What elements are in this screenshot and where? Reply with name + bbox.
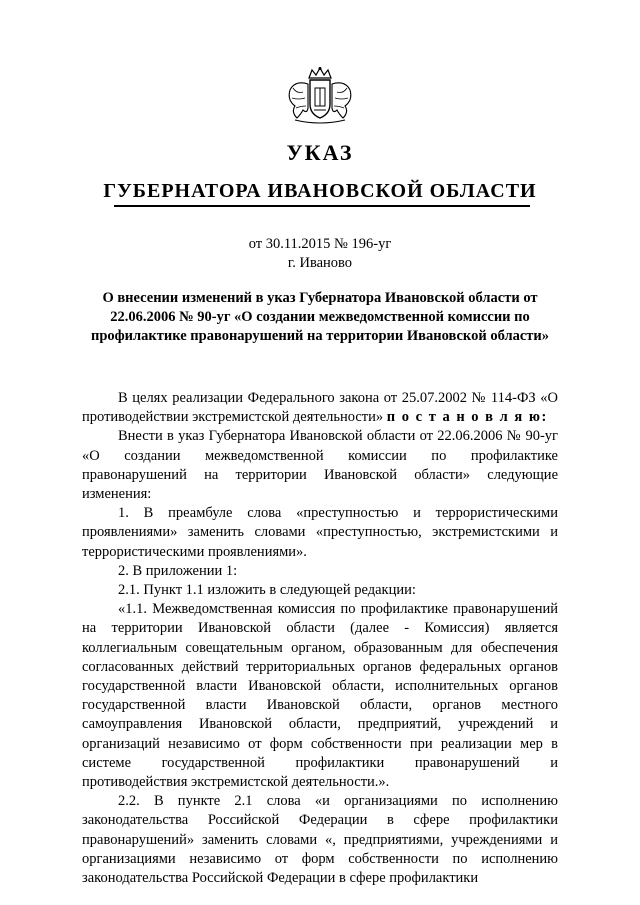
city: г. Иваново — [287, 255, 353, 271]
document-body — [82, 389, 558, 888]
document-subtitle: ГУБЕРНАТОРА ИВАНОВСКОЙ ОБЛАСТИ — [103, 180, 537, 202]
document-title: УКАЗ — [286, 140, 354, 165]
body-paragraph: 2.2. В пункте 2.1 слова «и организациями по исполнению законодательства Российской Федерации в сфере профилактики правонарушений» заменить словами «, предприятиями, учреждениями и организациями независимо от форм собственности по исполнению законодательства Российской Федерации в сфере профилактики — [82, 793, 558, 887]
preamble-paragraph — [82, 389, 558, 427]
body-paragraph: Внести в указ Губернатора Ивановской области от 22.06.2006 № 90-уг «О создании межведомственной комиссии по профилактике правонарушений на территории Ивановской области» следующие изменения: — [82, 428, 558, 503]
preamble-text: В целях реализации Федерального закона от 25.07.2002 № 114-ФЗ «О противодействии экстремистской деятельности» — [82, 390, 558, 426]
body-paragraph: 2. В приложении 1: — [118, 562, 238, 579]
date-number: от 30.11.2015 № 196-уг — [248, 236, 392, 252]
preamble-keyword: п о с т а н о в л я ю: — [386, 409, 548, 426]
body-paragraph: «1.1. Межведомственная комиссия по профилактике правонарушений на территории Ивановской области (далее - Комиссия) является коллегиальным совещательным органом, образованным для обеспечения согласованных действий территориальных органов федеральных органов государственной власти Ивановской области, исполнительных органов государственной власти Ивановской области, органов местного самоуправления Ивановской области, предприятий, учреждений и организаций независимо от форм собственности при реализации мер в системе государственной профилактики правонарушений и противодействия экстремистской деятельности.». — [82, 601, 558, 791]
subtitle-underline — [114, 205, 530, 207]
document-heading: О внесении изменений в указ Губернатора Ивановской области от 22.06.2006 № 90-уг «О создании межведомственной комиссии по профилактике правонарушений на территории Ивановской области» — [90, 290, 550, 344]
body-paragraph: 2.1. Пункт 1.1 изложить в следующей редакции: — [118, 582, 416, 599]
coat-of-arms-icon — [281, 66, 359, 124]
body-paragraph: 1. В преамбуле слова «преступностью и террористическими проявлениями» заменить словами «преступностью, экстремистскими и террористическими проявлениями». — [82, 505, 558, 560]
